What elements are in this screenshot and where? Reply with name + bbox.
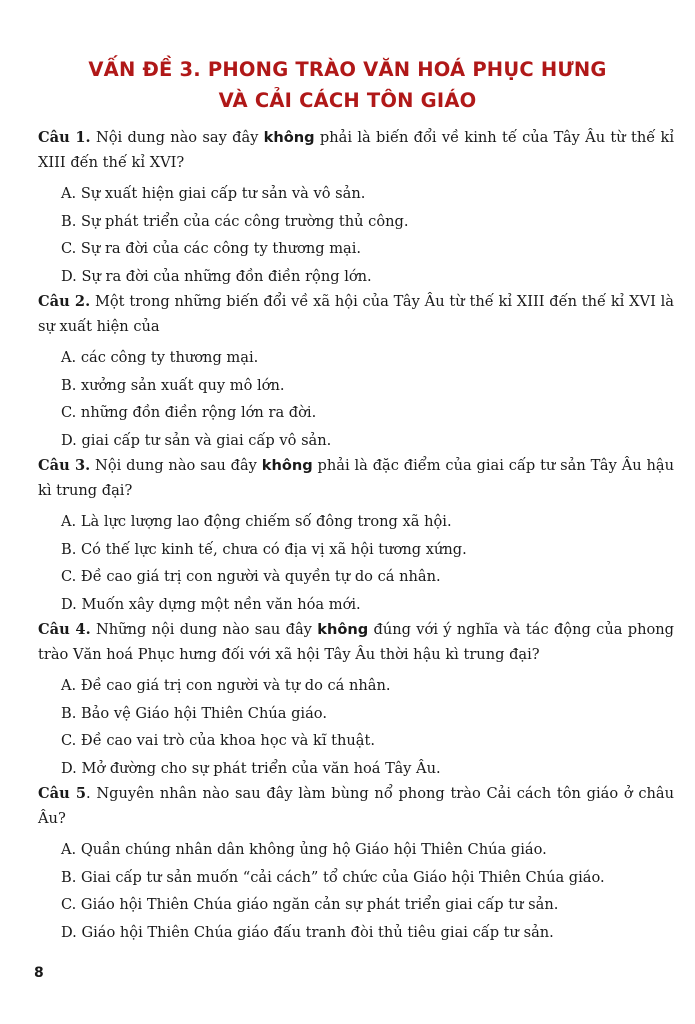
question-text-before: Nội dung nào sau đây [90, 457, 262, 474]
question-label: Câu 2. [38, 293, 91, 310]
question-keyword: không [317, 621, 369, 638]
question-text-before: Một trong những biến đổi về xã hội của Tây Âu từ thế kỉ XIII đến thế kỉ XVI là sự xuất hiện của [38, 293, 674, 335]
answer-option-b: B. Giai cấp tư sản muốn “cải cách” tổ chức của Giáo hội Thiên Chúa giáo. [61, 868, 605, 886]
question-1 [38, 126, 674, 290]
question-text [38, 618, 674, 667]
question-text-after: phải là biến đổi về kinh tế của Tây Âu từ thế kỉ XIII đến thế kỉ XVI? [38, 129, 674, 171]
question-text-before: . Nguyên nhân nào sau đây làm bùng nổ phong trào Cải cách tôn giáo ở châu Âu? [38, 785, 674, 827]
answer-options [38, 344, 674, 454]
answer-option-c: C. những đồn điền rộng lớn ra đời. [61, 404, 317, 421]
answer-option-c: C. Sự ra đời của các công ty thương mại. [61, 240, 362, 257]
question-label: Câu 4. [38, 621, 91, 638]
answer-option-b: B. Bảo vệ Giáo hội Thiên Chúa giáo. [61, 704, 327, 722]
question-text-after: phải là đặc điểm của giai cấp tư sản Tây Âu hậu kì trung đại? [38, 457, 674, 499]
answer-option-b: B. xưởng sản xuất quy mô lớn. [61, 376, 285, 394]
answer-options [38, 508, 674, 618]
answer-option-a: A. các công ty thương mại. [61, 349, 259, 366]
question-text [38, 290, 674, 339]
answer-options [38, 836, 674, 946]
answer-option-d: D. Mở đường cho sự phát triển của văn hoá Tây Âu. [61, 759, 441, 777]
question-text-after: đúng với ý nghĩa và tác động của phong trào Văn hoá Phục hưng đối với xã hội Tây Âu thời hậu kì trung đại? [38, 621, 674, 663]
answer-option-c: C. Giáo hội Thiên Chúa giáo ngăn cản sự phát triển giai cấp tư sản. [61, 896, 559, 913]
answer-option-d: D. Sự ra đời của những đồn điền rộng lớn. [61, 267, 372, 285]
section-title-line-2: VÀ CẢI CÁCH TÔN GIÁO [218, 89, 477, 112]
answer-option-b: B. Có thế lực kinh tế, chưa có địa vị xã hội tương xứng. [61, 540, 467, 558]
question-label: Câu 3. [38, 457, 91, 474]
answer-option-a: A. Đề cao giá trị con người và tự do cá nhân. [61, 677, 391, 694]
answer-option-d: D. giai cấp tư sản và giai cấp vô sản. [61, 431, 332, 449]
question-text [38, 126, 674, 175]
answer-option-a: A. Là lực lượng lao động chiếm số đông trong xã hội. [61, 513, 452, 530]
question-5 [38, 782, 674, 946]
question-label: Câu 5 [38, 785, 86, 802]
question-text [38, 782, 674, 831]
answer-option-d: D. Giáo hội Thiên Chúa giáo đấu tranh đòi thủ tiêu giai cấp tư sản. [61, 923, 554, 941]
section-title-line-1: VẤN ĐỀ 3. PHONG TRÀO VĂN HOÁ PHỤC HƯNG [88, 58, 607, 81]
question-list [38, 126, 674, 946]
question-text-before: Những nội dung nào sau đây [90, 621, 318, 638]
answer-option-a: A. Sự xuất hiện giai cấp tư sản và vô sản. [61, 185, 366, 202]
answer-option-b: B. Sự phát triển của các công trường thủ công. [61, 212, 409, 230]
page-number: 8 [34, 965, 44, 981]
question-keyword: không [263, 129, 315, 146]
question-text [38, 454, 674, 503]
question-4 [38, 618, 674, 782]
answer-option-a: A. Quần chúng nhân dân không ủng hộ Giáo hội Thiên Chúa giáo. [61, 841, 547, 858]
question-label: Câu 1. [38, 129, 91, 146]
answer-options [38, 180, 674, 290]
answer-option-c: C. Đề cao vai trò của khoa học và kĩ thuật. [61, 732, 376, 749]
question-2 [38, 290, 674, 454]
question-text-before: Nội dung nào say đây [90, 129, 264, 146]
question-keyword: không [261, 457, 313, 474]
answer-option-c: C. Đề cao giá trị con người và quyền tự do cá nhân. [61, 568, 441, 585]
section-title [0, 54, 695, 116]
answer-option-d: D. Muốn xây dựng một nền văn hóa mới. [61, 595, 361, 613]
question-3 [38, 454, 674, 618]
answer-options [38, 672, 674, 782]
